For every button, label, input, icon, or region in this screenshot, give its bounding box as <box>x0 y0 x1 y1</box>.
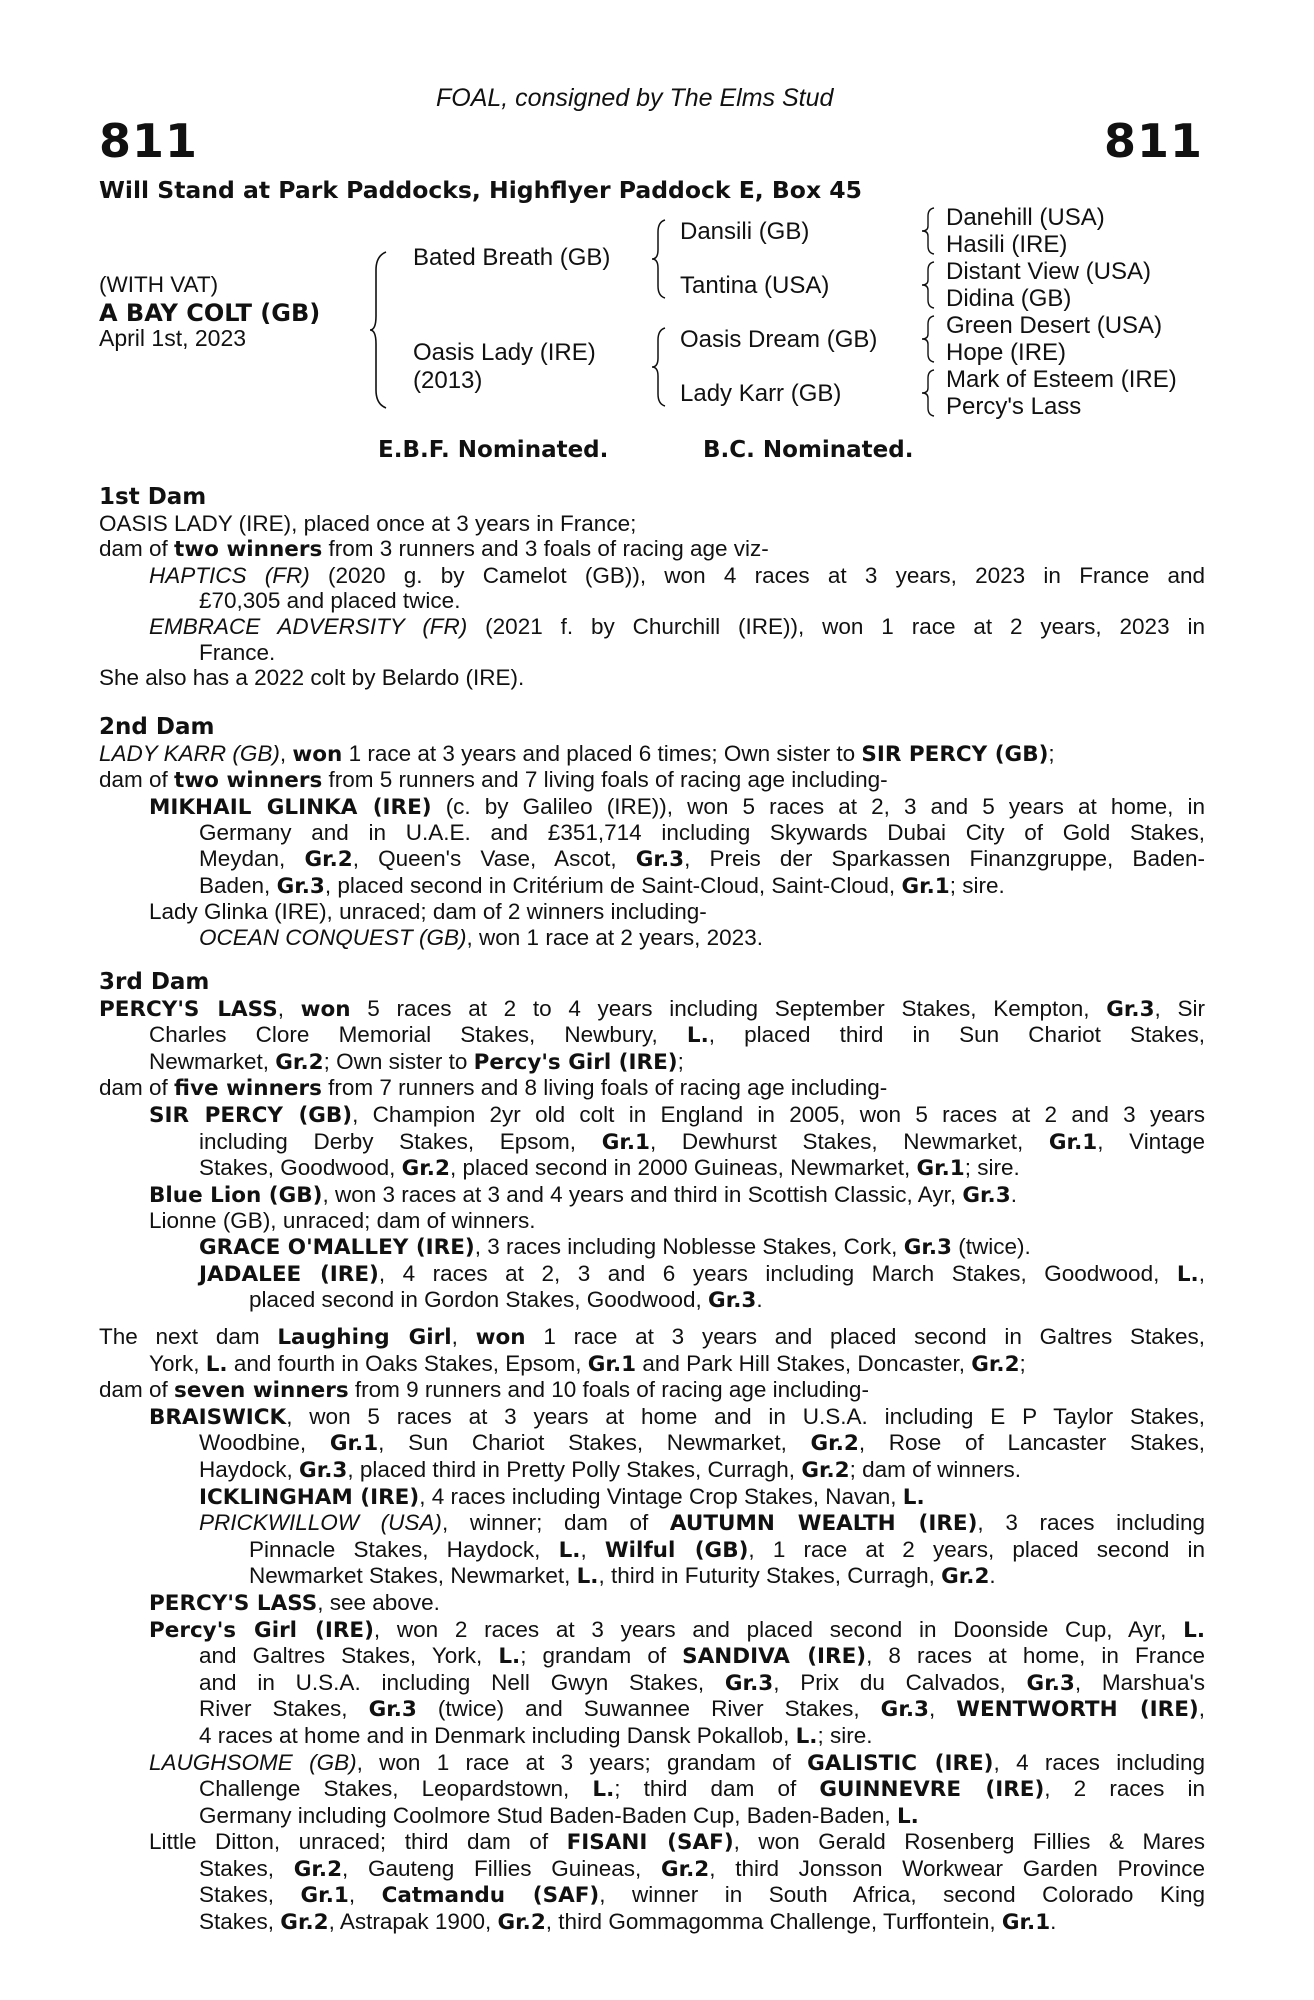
dam-line: Newmarket, Gr.2; Own sister to Percy's Girl (IRE); <box>149 1048 684 1075</box>
ancestor-1: Danehill (USA) <box>946 204 1105 231</box>
ancestor-6: Hope (IRE) <box>946 339 1067 366</box>
produce-line: Baden, Gr.3, placed second in Critérium de Saint-Cloud, Saint-Cloud, Gr.1; sire. <box>199 872 1005 899</box>
produce-line: EMBRACE ADVERSITY (FR) (2021 f. by Churchill (IRE)), won 1 race at 2 years, 2023 in <box>149 613 1205 639</box>
stand-location: Will Stand at Park Paddocks, Highflyer Paddock E, Box 45 <box>99 176 862 204</box>
dam-line: dam of two winners from 3 runners and 3 foals of racing age viz- <box>99 536 769 563</box>
dam-line: Charles Clore Memorial Stakes, Newbury, L., placed third in Sun Chariot Stakes, <box>149 1022 1205 1049</box>
subject-dob: April 1st, 2023 <box>99 325 247 351</box>
lot-number-right: 811 <box>1103 114 1203 168</box>
sire-dam: Tantina (USA) <box>680 272 830 299</box>
ebf-nomination: E.B.F. Nominated. <box>378 437 609 463</box>
first-dam-section <box>99 485 1205 691</box>
sire-sire: Dansili (GB) <box>680 218 810 245</box>
sire-name: Bated Breath (GB) <box>413 244 611 271</box>
produce-line: Stakes, Gr.2, Astrapak 1900, Gr.2, third Gommagomma Challenge, Turffontein, Gr.1. <box>199 1909 1057 1936</box>
pedigree-brace-g4 <box>920 368 936 418</box>
produce-line: OCEAN CONQUEST (GB), won 1 race at 2 years, 2023. <box>199 924 763 950</box>
produce-line: Meydan, Gr.2, Queen's Vase, Ascot, Gr.3, Preis der Sparkassen Finanzgruppe, Baden- <box>199 845 1205 872</box>
ancestor-4: Didina (GB) <box>946 285 1072 312</box>
vat-note: (WITH VAT) <box>99 272 219 297</box>
dam-line: LADY KARR (GB), won 1 race at 3 years and placed 6 times; Own sister to SIR PERCY (GB); <box>99 740 1055 767</box>
produce-line: SIR PERCY (GB), Champion 2yr old colt in England in 2005, won 5 races at 2 and 3 years <box>149 1101 1205 1128</box>
dam-line: dam of two winners from 5 runners and 7 living foals of racing age including- <box>99 767 888 794</box>
ancestor-2: Hasili (IRE) <box>946 231 1068 258</box>
produce-line: PRICKWILLOW (USA), winner; dam of AUTUMN WEALTH (IRE), 3 races including <box>199 1510 1205 1537</box>
produce-line: Germany and in U.A.E. and £351,714 including Skywards Dubai City of Gold Stakes, <box>199 820 1205 846</box>
produce-line: Lionne (GB), unraced; dam of winners. <box>149 1208 536 1234</box>
second-dam-section <box>99 715 1205 950</box>
pedigree-brace-dam <box>650 326 668 408</box>
produce-line: Stakes, Gr.2, Gauteng Fillies Guineas, Gr.2, third Jonsson Workwear Garden Province <box>199 1855 1205 1882</box>
produce-line: Lady Glinka (IRE), unraced; dam of 2 winners including- <box>149 899 707 925</box>
produce-line: France. <box>199 639 276 665</box>
produce-line: including Derby Stakes, Epsom, Gr.1, Dewhurst Stakes, Newmarket, Gr.1, Vintage <box>199 1128 1205 1155</box>
dam-sire: Oasis Dream (GB) <box>680 326 878 353</box>
produce-line: Pinnacle Stakes, Haydock, L., Wilful (GB), 1 race at 2 years, placed second in <box>249 1536 1205 1563</box>
produce-line: MIKHAIL GLINKA (IRE) (c. by Galileo (IRE)), won 5 races at 2, 3 and 5 years at home, in <box>149 793 1205 820</box>
third-dam-section <box>99 970 1205 1314</box>
produce-line: LAUGHSOME (GB), won 1 race at 3 years; grandam of GALISTIC (IRE), 4 races including <box>149 1749 1205 1776</box>
pedigree-brace-main <box>368 250 390 410</box>
pedigree-brace-g2 <box>920 260 936 310</box>
produce-line: ICKLINGHAM (IRE), 4 races including Vintage Crop Stakes, Navan, L. <box>199 1483 925 1510</box>
produce-line: Little Ditton, unraced; third dam of FISANI (SAF), won Gerald Rosenberg Fillies & Mares <box>149 1829 1205 1856</box>
dam-line: OASIS LADY (IRE), placed once at 3 years in France; <box>99 510 637 536</box>
produce-line: Percy's Girl (IRE), won 2 races at 3 years and placed second in Doonside Cup, Ayr, L. <box>149 1616 1205 1643</box>
produce-line: Blue Lion (GB), won 3 races at 3 and 4 years and third in Scottish Classic, Ayr, Gr.3. <box>149 1181 1017 1208</box>
dam-line: York, L. and fourth in Oaks Stakes, Epsom, Gr.1 and Park Hill Stakes, Doncaster, Gr.2; <box>149 1350 1026 1377</box>
dam-name: Oasis Lady (IRE) <box>413 339 596 366</box>
dam-line: dam of seven winners from 9 runners and 10 foals of racing age including- <box>99 1377 869 1404</box>
section-heading: 3rd Dam <box>99 970 210 995</box>
dam-line: The next dam Laughing Girl, won 1 race at 3 years and placed second in Galtres Stakes, <box>99 1324 1205 1350</box>
dam-line: She also has a 2022 colt by Belardo (IRE). <box>99 665 525 691</box>
pedigree-brace-sire <box>650 218 668 300</box>
section-heading: 2nd Dam <box>99 715 215 740</box>
produce-line: and Galtres Stakes, York, L.; grandam of SANDIVA (IRE), 8 races at home, in France <box>199 1643 1205 1670</box>
produce-line: Germany including Coolmore Stud Baden-Baden Cup, Baden-Baden, L. <box>199 1802 919 1829</box>
produce-line: £70,305 and placed twice. <box>199 588 461 614</box>
produce-line: placed second in Gordon Stakes, Goodwood, Gr.3. <box>249 1287 763 1314</box>
pedigree-brace-g1 <box>920 206 936 256</box>
produce-line: River Stakes, Gr.3 (twice) and Suwannee River Stakes, Gr.3, WENTWORTH (IRE), <box>199 1696 1205 1723</box>
produce-line: JADALEE (IRE), 4 races at 2, 3 and 6 years including March Stakes, Goodwood, L., <box>199 1260 1205 1287</box>
produce-line: Stakes, Goodwood, Gr.2, placed second in 2000 Guineas, Newmarket, Gr.1; sire. <box>199 1155 1020 1182</box>
produce-line: HAPTICS (FR) (2020 g. by Camelot (GB)), won 4 races at 3 years, 2023 in France and <box>149 562 1205 588</box>
ancestor-5: Green Desert (USA) <box>946 312 1163 339</box>
dam-dam: Lady Karr (GB) <box>680 380 842 407</box>
pedigree-brace-g3 <box>920 314 936 364</box>
produce-line: PERCY'S LASS, see above. <box>149 1589 440 1616</box>
produce-line: Woodbine, Gr.1, Sun Chariot Stakes, Newmarket, Gr.2, Rose of Lancaster Stakes, <box>199 1430 1205 1457</box>
dam-line: dam of five winners from 7 runners and 8 living foals of racing age including- <box>99 1075 888 1102</box>
produce-line: 4 races at home and in Denmark including Dansk Pokallob, L.; sire. <box>199 1722 873 1749</box>
section-heading: 1st Dam <box>99 485 207 510</box>
produce-line: Stakes, Gr.1, Catmandu (SAF), winner in South Africa, second Colorado King <box>199 1882 1205 1909</box>
ancestor-3: Distant View (USA) <box>946 258 1151 285</box>
ancestor-8: Percy's Lass <box>946 393 1082 420</box>
consignment-line: FOAL, consigned by The Elms Stud <box>436 84 834 112</box>
dam-year: (2013) <box>413 367 483 394</box>
produce-line: GRACE O'MALLEY (IRE), 3 races including Noblesse Stakes, Cork, Gr.3 (twice). <box>199 1233 1031 1260</box>
lot-number-left: 811 <box>99 114 199 168</box>
next-dam-section <box>99 1324 1205 1936</box>
produce-line: BRAISWICK, won 5 races at 3 years at home and in U.S.A. including E P Taylor Stakes, <box>149 1403 1205 1430</box>
produce-line: and in U.S.A. including Nell Gwyn Stakes, Gr.3, Prix du Calvados, Gr.3, Marshua's <box>199 1669 1205 1696</box>
dam-line: PERCY'S LASS, won 5 races at 2 to 4 years including September Stakes, Kempton, Gr.3, Sir <box>99 995 1205 1022</box>
ancestor-7: Mark of Esteem (IRE) <box>946 366 1177 393</box>
subject-name: A BAY COLT (GB) <box>99 299 321 327</box>
produce-line: Haydock, Gr.3, placed third in Pretty Polly Stakes, Curragh, Gr.2; dam of winners. <box>199 1456 1021 1483</box>
produce-line: Newmarket Stakes, Newmarket, L., third in Futurity Stakes, Curragh, Gr.2. <box>249 1563 996 1590</box>
produce-line: Challenge Stakes, Leopardstown, L.; third dam of GUINNEVRE (IRE), 2 races in <box>199 1776 1205 1803</box>
bc-nomination: B.C. Nominated. <box>703 437 914 463</box>
